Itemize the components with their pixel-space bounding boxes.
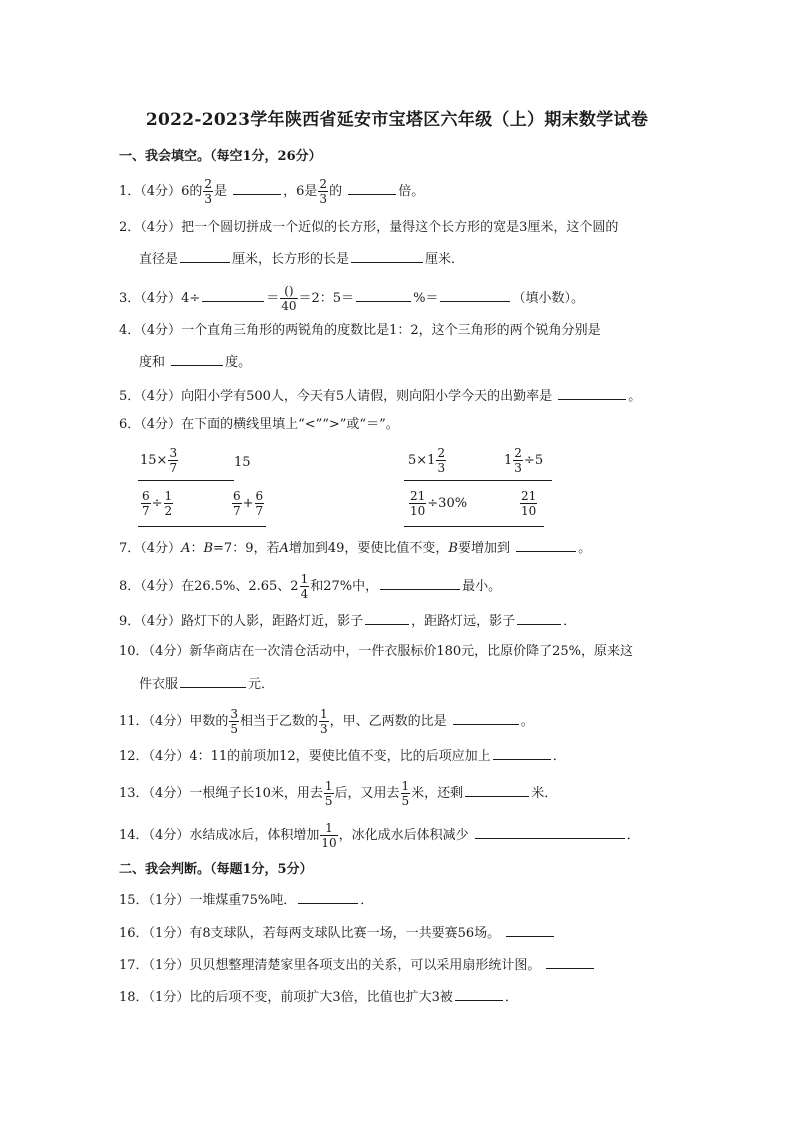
answer-blank[interactable] <box>506 923 554 937</box>
answer-blank[interactable] <box>351 249 423 263</box>
answer-blank[interactable] <box>493 746 551 760</box>
exam-title: 2022-2023学年陕西省延安市宝塔区六年级（上）期末数学试卷 <box>145 110 649 130</box>
question-14: 14．（4分）水结成冰后，体积增加 $\frac{1}{10}$ ，冰化成水后体积减少 ． <box>119 821 640 850</box>
question-4: 4．（4分）一个直角三角形的两锐角的度数比是1：2，这个三角形的两个锐角分别是 <box>119 323 601 338</box>
fraction: $\frac{()}{40}$ <box>281 284 297 313</box>
fraction: $\frac{2}{3}$ <box>319 177 328 206</box>
compare-d-left: $\frac{21}{10}$ ÷30% <box>410 489 468 518</box>
answer-blank[interactable] <box>440 288 510 302</box>
answer-blank[interactable] <box>298 890 358 904</box>
question-10: 10．（4分）新华商店在一次清仓活动中，一件衣服标价180元，比原价降了25%，原来这 <box>119 644 634 659</box>
question-6: 6．（4分）在下面的横线里填上“<”“>”或“＝”。 <box>119 417 399 432</box>
question-9: 9．（4分）路灯下的人影，距路灯近，影子 ，距路灯远，影子 ． <box>119 611 576 631</box>
answer-blank[interactable] <box>171 352 223 366</box>
answer-blank[interactable] <box>455 987 503 1001</box>
question-16: 16．（1分）有8支球队，若每两支球队比赛一场，一共要赛56场。 <box>119 923 556 943</box>
question-18: 18．（1分）比的后项不变，前项扩大3倍，比值也扩大3被 ． <box>119 987 518 1007</box>
answer-blank[interactable] <box>365 611 409 625</box>
question-11: 11．（4分）甲数的 $\frac{3}{5}$ 相当于乙数的 $\frac{1}{3}$ ，甲、乙两数的比是 。 <box>119 707 534 736</box>
question-10-cont: 件衣服 元． <box>139 674 274 694</box>
question-7: 7．（4分）A：B=7：9，若A增加到49，要使比值不变，B要增加到 。 <box>119 538 591 558</box>
question-13: 13．（4分）一根绳子长10米，用去 $\frac{1}{5}$ 后，又用去 $\frac{1}{5}$ 米，还剩 米． <box>119 779 558 808</box>
answer-blank[interactable] <box>348 181 396 195</box>
question-2-cont: 直径是 厘米，长方形的长是 厘米． <box>139 249 464 269</box>
answer-blank[interactable] <box>180 674 246 688</box>
compare-d-blank[interactable] <box>404 526 544 527</box>
question-8: 8．（4分）在26.5%、2.65、2 $\frac{1}{4}$ 和27%中， 最小。 <box>119 572 502 601</box>
answer-blank[interactable] <box>453 711 519 725</box>
question-2: 2．（4分）把一个圆切拼成一个近似的长方形，量得这个长方形的宽是3厘米，这个圆的 <box>119 220 619 235</box>
fraction: $\frac{2}{3}$ <box>204 177 212 206</box>
answer-blank[interactable] <box>233 181 281 195</box>
compare-a-blank[interactable] <box>138 480 234 481</box>
compare-c-left: 5×1 $\frac{2}{3}$ <box>408 446 446 475</box>
question-5: 5．（4分）向阳小学有500人，今天有5人请假，则向阳小学今天的出勤率是 。 <box>119 386 641 406</box>
question-3: 3．（4分）4÷ ＝ $\frac{()}{40}$ ＝2：5＝ %＝ （填小数）。 <box>119 284 584 313</box>
answer-blank[interactable] <box>516 538 576 552</box>
question-4-cont: 度和 度。 <box>139 352 251 372</box>
compare-b-left: $\frac{6}{7}$ ÷ $\frac{1}{2}$ <box>142 489 173 518</box>
answer-blank[interactable] <box>546 955 594 969</box>
answer-blank[interactable] <box>465 783 529 797</box>
compare-a-left: 15× $\frac{3}{7}$ <box>140 446 178 475</box>
section-1-heading: 一、我会填空。（每空1分，26分） <box>119 149 322 164</box>
question-12: 12．（4分）4：11的前项加12，要使比值不变，比的后项应加上 ． <box>119 746 566 766</box>
answer-blank[interactable] <box>356 288 411 302</box>
compare-c-right: 1 $\frac{2}{3}$ ÷5 <box>504 446 544 475</box>
compare-b-right: $\frac{6}{7}$ + $\frac{6}{7}$ <box>233 489 264 518</box>
compare-d-right: $\frac{21}{10}$ <box>521 489 537 518</box>
compare-a-right: 15 <box>234 455 251 470</box>
compare-b-blank[interactable] <box>138 526 266 527</box>
section-2-heading: 二、我会判断。（每题1分，5分） <box>119 862 313 877</box>
answer-blank[interactable] <box>202 288 264 302</box>
answer-blank[interactable] <box>558 386 626 400</box>
answer-blank[interactable] <box>475 825 625 839</box>
compare-c-blank[interactable] <box>404 480 552 481</box>
question-1: 1．（4分）6的 $\frac{2}{3}$ 是 ，6是 $\frac{2}{3}$ 的 倍。 <box>119 177 425 206</box>
answer-blank[interactable] <box>517 611 561 625</box>
answer-blank[interactable] <box>180 249 230 263</box>
question-17: 17．（1分）贝贝想整理清楚家里各项支出的关系，可以采用扇形统计图。 <box>119 955 596 975</box>
answer-blank[interactable] <box>380 576 460 590</box>
question-15: 15．（1分）一堆煤重75%吨． ． <box>119 890 373 910</box>
